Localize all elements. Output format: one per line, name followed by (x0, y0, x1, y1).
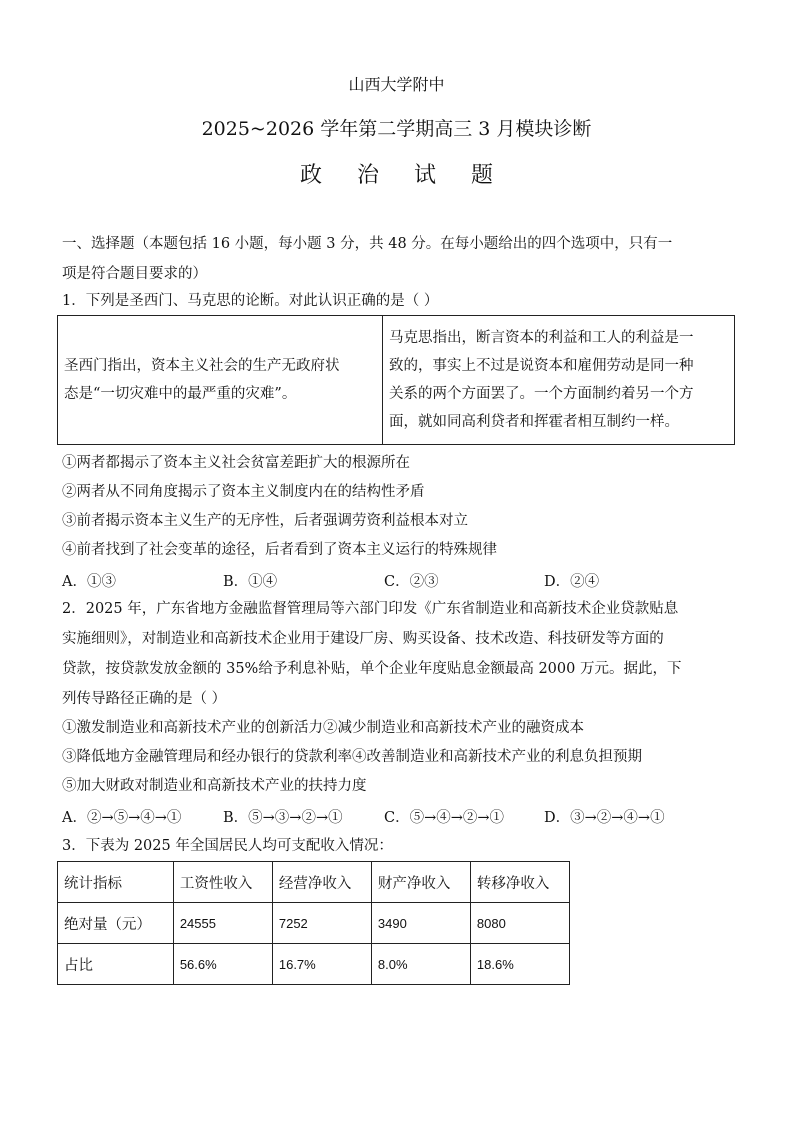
q1-item: ②两者从不同角度揭示了资本主义制度内在的结构性矛盾 (62, 484, 425, 500)
q1-left-line: 态是“一切灾难中的最严重的灾难”。 (64, 386, 297, 402)
exam-title: 2025~2026 学年第二学期高三 3 月模块诊断 (201, 118, 592, 140)
table-header-cell: 工资性收入 (173, 862, 272, 903)
q1-right-line: 致的，事实上不过是说资本和雇佣劳动是同一种 (389, 358, 694, 374)
q2-item: ⑤加大财政对制造业和高新技术产业的扶持力度 (62, 778, 367, 794)
table-cell: 8080 (470, 903, 569, 944)
q1-option-d: D．②④ (544, 574, 600, 590)
q1-option-b: B．①④ (223, 574, 278, 590)
q2-item: ③降低地方金融管理局和经办银行的贷款利率④改善制造业和高新技术产业的利息负担预期 (62, 749, 642, 765)
table-header-cell: 转移净收入 (470, 862, 569, 903)
q1-option-a: A．①③ (62, 574, 116, 590)
table-header-cell: 经营净收入 (272, 862, 371, 903)
q2-stem-line: 实施细则》，对制造业和高新技术企业用于建设厂房、购买设备、技术改造、科技研发等方面的 (62, 631, 664, 647)
q2-option-d: D．③→②→④→① (544, 810, 665, 826)
q1-item: ④前者找到了社会变革的途径，后者看到了资本主义运行的特殊规律 (62, 542, 497, 558)
table-row-label: 绝对量（元） (58, 903, 174, 944)
table-cell: 56.6% (173, 944, 272, 985)
q1-left-line: 圣西门指出，资本主义社会的生产无政府状 (64, 358, 340, 374)
q2-stem-line: 2．2025 年，广东省地方金融监督管理局等六部门印发《广东省制造业和高新技术企业贷款贴息 (62, 601, 679, 617)
table-row-label: 占比 (58, 944, 174, 985)
table-header-cell: 统计指标 (58, 862, 174, 903)
school-name: 山西大学附中 (348, 75, 445, 94)
table-header-cell: 财产净收入 (371, 862, 470, 903)
q1-quote-table (57, 315, 735, 445)
q1-item: ①两者都揭示了资本主义社会贫富差距扩大的根源所在 (62, 455, 410, 471)
section-intro-line-2: 项是符合题目要求的） (62, 266, 207, 282)
q3-income-table (57, 861, 570, 985)
section-intro-line-1: 一、选择题（本题包括 16 小题，每小题 3 分，共 48 分。在每小题给出的四个选项中，只有一 (62, 236, 673, 252)
table-row (58, 944, 570, 985)
q2-option-b: B．⑤→③→②→① (223, 810, 343, 826)
q1-quote-saint-simon (58, 316, 383, 445)
q1-right-line: 马克思指出，断言资本的利益和工人的利益是一 (389, 330, 694, 346)
q1-quote-marx (383, 316, 735, 445)
table-row (58, 903, 570, 944)
q3-stem: 3．下表为 2025 年全国居民人均可支配收入情况： (62, 838, 393, 854)
q2-item: ①激发制造业和高新技术产业的创新活力②减少制造业和高新技术产业的融资成本 (62, 720, 584, 736)
q1-stem: 1．下列是圣西门、马克思的论断。对此认识正确的是（ ） (62, 293, 439, 309)
q1-option-c: C．②③ (384, 574, 439, 590)
q1-item: ③前者揭示资本主义生产的无序性，后者强调劳资利益根本对立 (62, 513, 468, 529)
q2-option-c: C．⑤→④→②→① (384, 810, 505, 826)
table-cell: 16.7% (272, 944, 371, 985)
q2-option-a: A．②→⑤→④→① (62, 810, 182, 826)
table-cell: 18.6% (470, 944, 569, 985)
table-cell: 8.0% (371, 944, 470, 985)
q1-right-line: 面，就如同高利贷者和挥霍者相互制约一样。 (389, 414, 679, 430)
q2-stem-line: 贷款，按贷款发放金额的 35%给予利息补贴，单个企业年度贴息金额最高 2000 万元。据此，下 (62, 661, 682, 677)
table-cell: 7252 (272, 903, 371, 944)
table-cell: 3490 (371, 903, 470, 944)
q1-right-line: 关系的两个方面罢了。一个方面制约着另一个方 (389, 386, 694, 402)
table-header-row (58, 862, 570, 903)
table-cell: 24555 (173, 903, 272, 944)
q2-stem-line: 列传导路径正确的是（ ） (62, 691, 227, 707)
subject-title: 政 治 试 题 (300, 163, 507, 188)
